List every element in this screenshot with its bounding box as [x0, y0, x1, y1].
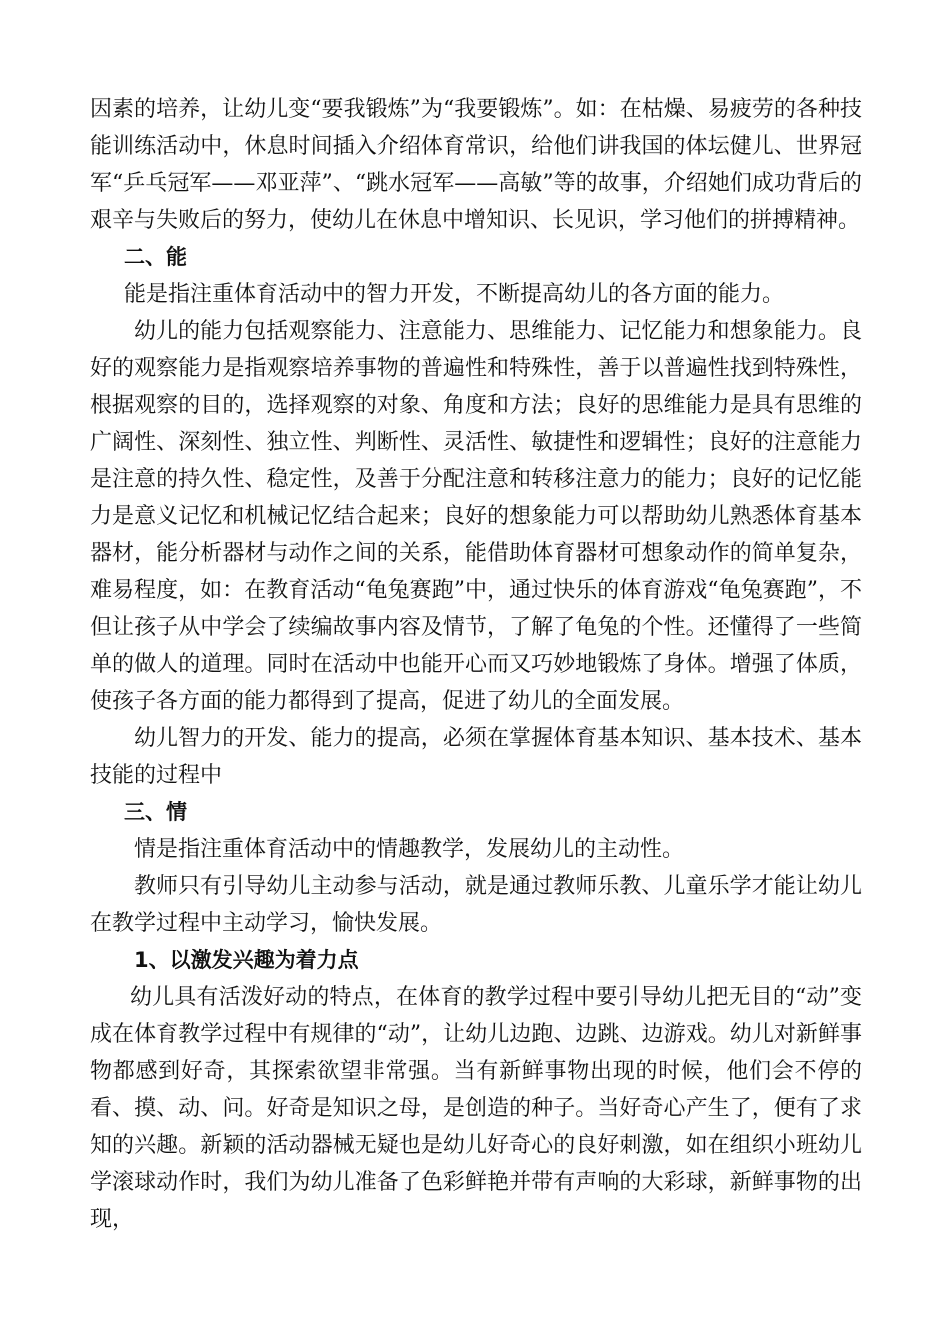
subsection-heading: 1、以激发兴趣为着力点	[134, 948, 359, 972]
body-paragraph: 因素的培养，让幼儿变“要我锻炼”为“我要锻炼”。如：在枯燥、易疲劳的各种技能训练活动中，休息时间插入介绍体育常识，给他们讲我国的体坛健儿、世界冠军“乒乓冠军——邓亚萍”、“跳水冠军——高敏”等的故事，介绍她们成功背后的艰辛与失败后的努力，使幼儿在休息中增知识、长见识，学习他们的拼搏精神。	[90, 97, 862, 233]
body-paragraph: 幼儿智力的开发、能力的提高，必须在掌握体育基本知识、基本技术、基本技能的过程中	[90, 726, 862, 788]
body-paragraph: 能是指注重体育活动中的智力开发，不断提高幼儿的各方面的能力。	[124, 282, 785, 307]
body-paragraph: 教师只有引导幼儿主动参与活动，就是通过教师乐教、儿童乐学才能让幼儿在教学过程中主动学习，愉快发展。	[90, 874, 862, 936]
body-paragraph: 幼儿具有活泼好动的特点，在体育的教学过程中要引导幼儿把无目的“动”变成在体育教学过程中有规律的“动”，让幼儿边跑、边跳、边游戏。幼儿对新鲜事物都感到好奇，其探索欲望非常强。当有新鲜事物出现的时候，他们会不停的看、摸、动、问。好奇是知识之母，是创造的种子。当好奇心产生了，便有了求知的兴趣。新颖的活动器械无疑也是幼儿好奇心的良好刺激，如在组织小班幼儿学滚球动作时，我们为幼儿准备了色彩鲜艳并带有声响的大彩球，新鲜事物的出现，	[90, 985, 862, 1232]
body-paragraph: 情是指注重体育活动中的情趣教学，发展幼儿的主动性。	[134, 837, 685, 862]
section-heading: 三、情	[124, 800, 187, 824]
body-paragraph: 幼儿的能力包括观察能力、注意能力、思维能力、记忆能力和想象能力。良好的观察能力是指观察培养事物的普遍性和特殊性，善于以普遍性找到特殊性，根据观察的目的，选择观察的对象、角度和方法；良好的思维能力是具有思维的广阔性、深刻性、独立性、判断性、灵活性、敏捷性和逻辑性；良好的注意能力是注意的持久性、稳定性，及善于分配注意和转移注意力的能力；良好的记忆能力是意义记忆和机械记忆结合起来；良好的想象能力可以帮助幼儿熟悉体育基本器材，能分析器材与动作之间的关系，能借助体育器材可想象动作的简单复杂，难易程度，如：在教育活动“龟兔赛跑”中，通过快乐的体育游戏“龟兔赛跑”，不但让孩子从中学会了续编故事内容及情节，了解了龟兔的个性。还懂得了一些简单的做人的道理。同时在活动中也能开心而又巧妙地锻炼了身体。增强了体质，使孩子各方面的能力都得到了提高，促进了幼儿的全面发展。	[90, 319, 862, 714]
section-heading: 二、能	[124, 245, 187, 269]
document-page	[90, 91, 862, 1238]
